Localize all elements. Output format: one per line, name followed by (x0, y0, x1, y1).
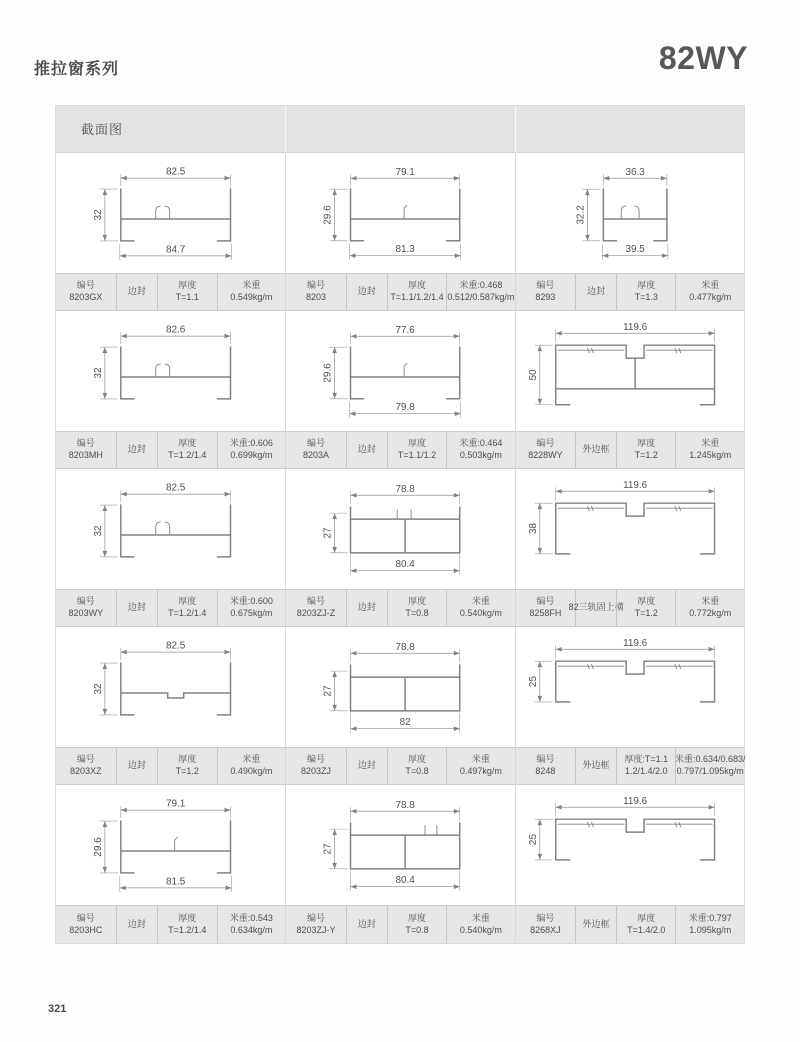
profile-cross-section-svg (516, 627, 744, 747)
weight-label: 米重:0.634/0.683/ (674, 754, 746, 765)
weight-value: 0.497kg/m (459, 766, 502, 776)
spec-code-cell (516, 590, 575, 626)
code-value: 8203A (302, 450, 330, 460)
profile-cross-section-svg (56, 469, 285, 589)
type-value: 外边框 (582, 444, 610, 455)
code-label: 编号 (76, 596, 95, 607)
profile-drawing (516, 627, 744, 747)
weight-label: 米重 (701, 438, 720, 449)
spec-weight-cell (446, 432, 514, 468)
profile-drawing (286, 153, 514, 273)
svg-text:29.6: 29.6 (323, 363, 335, 383)
weight-label: 米重:0.606 (229, 438, 273, 449)
profile-drawing (286, 311, 514, 431)
type-value: 外边框 (582, 760, 610, 771)
spec-table (286, 747, 514, 785)
weight-value: 0.634kg/m (230, 924, 273, 935)
spec-thickness-cell (616, 590, 675, 626)
spec-weight-cell (217, 274, 286, 310)
spec-thickness-cell (387, 432, 446, 468)
code-value: 8203HC (69, 924, 103, 935)
profile-cross-section-svg (516, 153, 744, 273)
spec-weight-cell (675, 274, 743, 310)
code-value: 8203GX (69, 292, 103, 302)
profile-grid (56, 153, 744, 943)
weight-label: 米重:0.543 (229, 912, 273, 923)
code-value: 8268XJ (530, 924, 561, 935)
spec-code-cell (286, 274, 345, 310)
profile-drawing (56, 153, 285, 273)
svg-text:32: 32 (92, 209, 104, 221)
weight-label: 米重 (471, 912, 490, 923)
spec-type-cell (116, 432, 157, 468)
svg-text:32: 32 (92, 525, 104, 537)
code-label: 编号 (536, 912, 555, 923)
profile-cell (56, 311, 285, 469)
profile-cross-section-svg (56, 627, 285, 747)
profile-cell (515, 469, 744, 627)
profile-cross-section-svg (286, 311, 514, 431)
profile-drawing (56, 311, 285, 431)
spec-type-cell (346, 432, 387, 468)
code-label: 编号 (76, 438, 95, 449)
code-label: 编号 (76, 754, 95, 765)
profile-cell (285, 311, 514, 469)
thickness-value: T=1.1 (175, 292, 199, 302)
thickness-label: 厚度:T=1.1 (624, 754, 669, 765)
spec-weight-cell (446, 748, 514, 784)
spec-type-cell (116, 590, 157, 626)
page-number: 321 (48, 1003, 67, 1015)
profile-cross-section-svg (286, 785, 514, 905)
code-label: 编号 (76, 912, 95, 923)
spec-table (56, 747, 285, 785)
weight-value: 0.512/0.587kg/m (447, 292, 515, 302)
code-value: 8258FH (529, 608, 562, 618)
spec-type-cell (346, 906, 387, 943)
spec-weight-cell (217, 748, 286, 784)
type-value: 边封 (357, 444, 376, 455)
spec-table (56, 431, 285, 469)
weight-value: 1.095kg/m (689, 924, 732, 935)
spec-weight-cell (675, 590, 743, 626)
svg-text:78.8: 78.8 (395, 641, 416, 653)
code-label: 编号 (536, 596, 555, 607)
spec-table (286, 589, 514, 627)
spec-table (56, 273, 285, 311)
weight-value: 0.477kg/m (689, 292, 732, 302)
spec-type-cell (575, 274, 616, 310)
thickness-value: T=1.1/1.2/1.4 (390, 292, 444, 302)
spec-code-cell (56, 590, 116, 626)
svg-text:82.6: 82.6 (165, 324, 186, 336)
svg-text:82.5: 82.5 (165, 166, 186, 178)
svg-text:77.6: 77.6 (395, 324, 416, 336)
svg-text:79.8: 79.8 (395, 402, 416, 414)
weight-value: 1.245kg/m (689, 450, 732, 460)
code-label: 编号 (536, 280, 555, 291)
spec-weight-cell (446, 590, 514, 626)
thickness-label: 厚度 (178, 596, 197, 607)
profile-cell (285, 469, 514, 627)
spec-table (286, 431, 514, 469)
section-header-cell (56, 106, 285, 153)
spec-thickness-cell (157, 906, 217, 943)
svg-text:79.1: 79.1 (395, 166, 416, 178)
thickness-value: T=1.2/1.4 (168, 608, 207, 618)
section-header-cell (515, 106, 744, 153)
spec-type-cell (575, 748, 616, 784)
profile-cross-section-svg (516, 785, 744, 905)
svg-text:25: 25 (527, 834, 539, 846)
type-value: 边封 (127, 602, 146, 613)
spec-thickness-cell (616, 748, 675, 784)
spec-type-cell (116, 748, 157, 784)
svg-text:29.6: 29.6 (92, 837, 104, 857)
spec-thickness-cell (157, 274, 217, 310)
code-value: 8203ZJ (300, 766, 332, 776)
svg-text:81.5: 81.5 (165, 876, 186, 888)
spec-code-cell (516, 906, 575, 943)
spec-code-cell (56, 432, 116, 468)
type-value: 边封 (357, 918, 376, 929)
thickness-label: 厚度 (637, 912, 656, 923)
weight-label: 米重 (471, 754, 490, 765)
thickness-value: 1.2/1.4/2.0 (625, 766, 668, 776)
profile-drawing (516, 469, 744, 589)
profile-drawing (56, 785, 285, 905)
spec-type-cell (346, 274, 387, 310)
code-value: 8203ZJ-Y (296, 924, 336, 935)
weight-value: 0.549kg/m (230, 292, 273, 302)
type-value: 外边框 (582, 918, 610, 929)
profile-cell (56, 785, 285, 943)
spec-table (56, 905, 285, 943)
type-value: 边封 (587, 286, 606, 297)
profile-drawing (516, 311, 744, 431)
section-header-cell (285, 106, 514, 153)
thickness-value: T=1.2 (634, 450, 658, 460)
svg-text:119.6: 119.6 (622, 321, 647, 333)
thickness-value: T=1.4/2.0 (627, 924, 666, 935)
profile-drawing (56, 469, 285, 589)
spec-code-cell (286, 906, 345, 943)
weight-value: 0.797/1.095kg/m (676, 766, 744, 776)
spec-table (286, 273, 514, 311)
spec-thickness-cell (616, 432, 675, 468)
thickness-label: 厚度 (637, 596, 656, 607)
svg-text:82.5: 82.5 (165, 640, 186, 652)
code-value: 8203 (305, 292, 327, 302)
weight-label: 米重 (471, 596, 490, 607)
spec-thickness-cell (387, 274, 446, 310)
spec-thickness-cell (157, 748, 217, 784)
code-label: 编号 (307, 438, 326, 449)
profile-cell (515, 627, 744, 785)
spec-type-cell (346, 748, 387, 784)
spec-weight-cell (675, 432, 743, 468)
thickness-value: T=0.8 (405, 766, 429, 776)
thickness-label: 厚度 (637, 438, 656, 449)
spec-weight-cell (217, 432, 286, 468)
spec-code-cell (516, 432, 575, 468)
profile-cross-section-svg (56, 785, 285, 905)
spec-table (56, 589, 285, 627)
svg-text:29.6: 29.6 (323, 205, 335, 225)
weight-label: 米重:0.797 (688, 912, 732, 923)
code-value: 8203WY (68, 608, 104, 618)
spec-type-cell (568, 590, 624, 626)
spec-table (516, 747, 744, 785)
profile-cross-section-svg (516, 469, 744, 589)
thickness-label: 厚度 (407, 912, 426, 923)
weight-value: 0.699kg/m (230, 450, 273, 460)
profile-cell (56, 627, 285, 785)
weight-value: 0.540kg/m (459, 608, 502, 618)
thickness-label: 厚度 (407, 280, 426, 291)
spec-type-cell (116, 274, 157, 310)
type-value: 边封 (127, 444, 146, 455)
profile-cell (285, 153, 514, 311)
code-label: 编号 (307, 754, 326, 765)
profile-drawing (516, 785, 744, 905)
profile-cross-section-svg (56, 311, 285, 431)
type-value: 边封 (127, 918, 146, 929)
spec-thickness-cell (157, 590, 217, 626)
thickness-value: T=1.2 (175, 766, 199, 776)
spec-code-cell (56, 906, 116, 943)
profile-cell (285, 785, 514, 943)
spec-weight-cell (217, 590, 286, 626)
spec-thickness-cell (616, 906, 675, 943)
type-value: 边封 (357, 602, 376, 613)
svg-text:78.8: 78.8 (395, 799, 416, 811)
svg-text:84.7: 84.7 (165, 244, 186, 256)
section-header-label: 截面图 (81, 122, 124, 137)
spec-weight-cell (675, 906, 743, 943)
spec-table (516, 273, 744, 311)
code-label: 编号 (307, 280, 326, 291)
spec-code-cell (56, 748, 116, 784)
weight-value: 0.503kg/m (459, 450, 502, 460)
code-value: 8203XZ (70, 766, 102, 776)
svg-text:81.3: 81.3 (395, 244, 416, 256)
thickness-label: 厚度 (407, 754, 426, 765)
spec-table (516, 431, 744, 469)
profile-cross-section-svg (516, 311, 744, 431)
spec-table (516, 589, 744, 627)
weight-value: 0.540kg/m (459, 924, 502, 935)
svg-text:38: 38 (527, 522, 539, 535)
page-title: 推拉窗系列 (34, 61, 120, 78)
profile-cell (56, 153, 285, 311)
svg-text:27: 27 (323, 685, 335, 697)
spec-weight-cell (446, 274, 514, 310)
code-label: 编号 (76, 280, 95, 291)
spec-thickness-cell (157, 432, 217, 468)
thickness-label: 厚度 (178, 754, 197, 765)
weight-value: 0.772kg/m (689, 608, 732, 618)
type-value: 边封 (357, 286, 376, 297)
thickness-value: T=1.2 (634, 608, 658, 618)
weight-label: 米重 (242, 754, 261, 765)
spec-weight-cell (446, 906, 514, 943)
svg-text:82: 82 (399, 717, 411, 729)
spec-code-cell (56, 274, 116, 310)
weight-label: 米重 (242, 280, 261, 291)
profile-drawing (286, 469, 514, 589)
model-code: 82WY (658, 40, 748, 76)
code-value: 8248 (535, 766, 556, 776)
svg-text:119.6: 119.6 (622, 479, 647, 491)
profile-cross-section-svg (286, 469, 514, 589)
svg-text:32: 32 (92, 367, 104, 379)
svg-text:32.2: 32.2 (575, 205, 587, 225)
profile-drawing (516, 153, 744, 273)
weight-value: 0.490kg/m (230, 766, 273, 776)
svg-text:78.8: 78.8 (395, 483, 416, 495)
thickness-value: T=0.8 (405, 608, 429, 618)
profile-cross-section-svg (286, 627, 514, 747)
thickness-label: 厚度 (407, 596, 426, 607)
weight-label: 米重 (701, 596, 720, 607)
code-value: 8228WY (528, 450, 563, 460)
spec-thickness-cell (387, 906, 446, 943)
svg-text:119.6: 119.6 (622, 637, 647, 649)
code-label: 编号 (307, 912, 326, 923)
profile-drawing (56, 627, 285, 747)
profile-cell (515, 153, 744, 311)
profile-table (55, 105, 745, 944)
profile-cross-section-svg (286, 153, 514, 273)
profile-cell (56, 469, 285, 627)
spec-type-cell (116, 906, 157, 943)
thickness-label: 厚度 (637, 280, 656, 291)
code-label: 编号 (536, 438, 555, 449)
profile-cell (285, 627, 514, 785)
weight-value: 0.675kg/m (230, 608, 273, 618)
profile-cell (515, 785, 744, 943)
spec-type-cell (575, 432, 616, 468)
thickness-label: 厚度 (178, 912, 197, 923)
type-value: 边封 (127, 286, 146, 297)
spec-code-cell (286, 590, 345, 626)
type-value: 边封 (127, 760, 146, 771)
svg-text:80.4: 80.4 (395, 875, 416, 887)
svg-text:39.5: 39.5 (625, 244, 645, 256)
thickness-value: T=1.2/1.4 (168, 450, 207, 460)
thickness-value: T=0.8 (405, 924, 429, 935)
weight-label: 米重 (701, 280, 720, 291)
weight-label: 米重:0.464 (459, 438, 503, 449)
thickness-value: T=1.2/1.4 (168, 924, 207, 935)
svg-text:50: 50 (527, 369, 539, 381)
spec-weight-cell (217, 906, 286, 943)
svg-text:27: 27 (323, 843, 335, 855)
svg-text:119.6: 119.6 (622, 795, 647, 807)
weight-label: 米重:0.600 (229, 596, 273, 607)
thickness-value: T=1.1/1.2 (397, 450, 437, 460)
svg-text:27: 27 (323, 527, 335, 539)
spec-weight-cell (674, 748, 746, 784)
spec-table (516, 905, 744, 943)
type-value: 82三轨固上横 (568, 602, 624, 613)
profile-drawing (286, 785, 514, 905)
spec-code-cell (286, 432, 345, 468)
code-label: 编号 (536, 754, 555, 765)
code-label: 编号 (307, 596, 326, 607)
spec-thickness-cell (387, 590, 446, 626)
code-value: 8293 (535, 292, 556, 302)
spec-type-cell (575, 906, 616, 943)
thickness-value: T=1.3 (634, 292, 658, 302)
profile-drawing (286, 627, 514, 747)
svg-text:25: 25 (527, 676, 539, 688)
code-value: 8203ZJ-Z (296, 608, 336, 618)
svg-text:82.5: 82.5 (165, 482, 186, 494)
svg-text:79.1: 79.1 (165, 798, 186, 810)
spec-type-cell (346, 590, 387, 626)
thickness-label: 厚度 (178, 438, 197, 449)
svg-text:80.4: 80.4 (395, 559, 416, 571)
profile-cell (515, 311, 744, 469)
svg-text:36.3: 36.3 (625, 166, 645, 178)
spec-code-cell (516, 274, 575, 310)
code-value: 8203MH (68, 450, 103, 460)
spec-thickness-cell (387, 748, 446, 784)
spec-code-cell (516, 748, 575, 784)
svg-text:32: 32 (92, 683, 104, 695)
spec-code-cell (286, 748, 345, 784)
spec-thickness-cell (616, 274, 675, 310)
thickness-label: 厚度 (178, 280, 197, 291)
thickness-label: 厚度 (407, 438, 426, 449)
profile-cross-section-svg (56, 153, 285, 273)
spec-table (286, 905, 514, 943)
type-value: 边封 (357, 760, 376, 771)
weight-label: 米重:0.468 (459, 280, 503, 291)
section-header-row (56, 106, 744, 153)
